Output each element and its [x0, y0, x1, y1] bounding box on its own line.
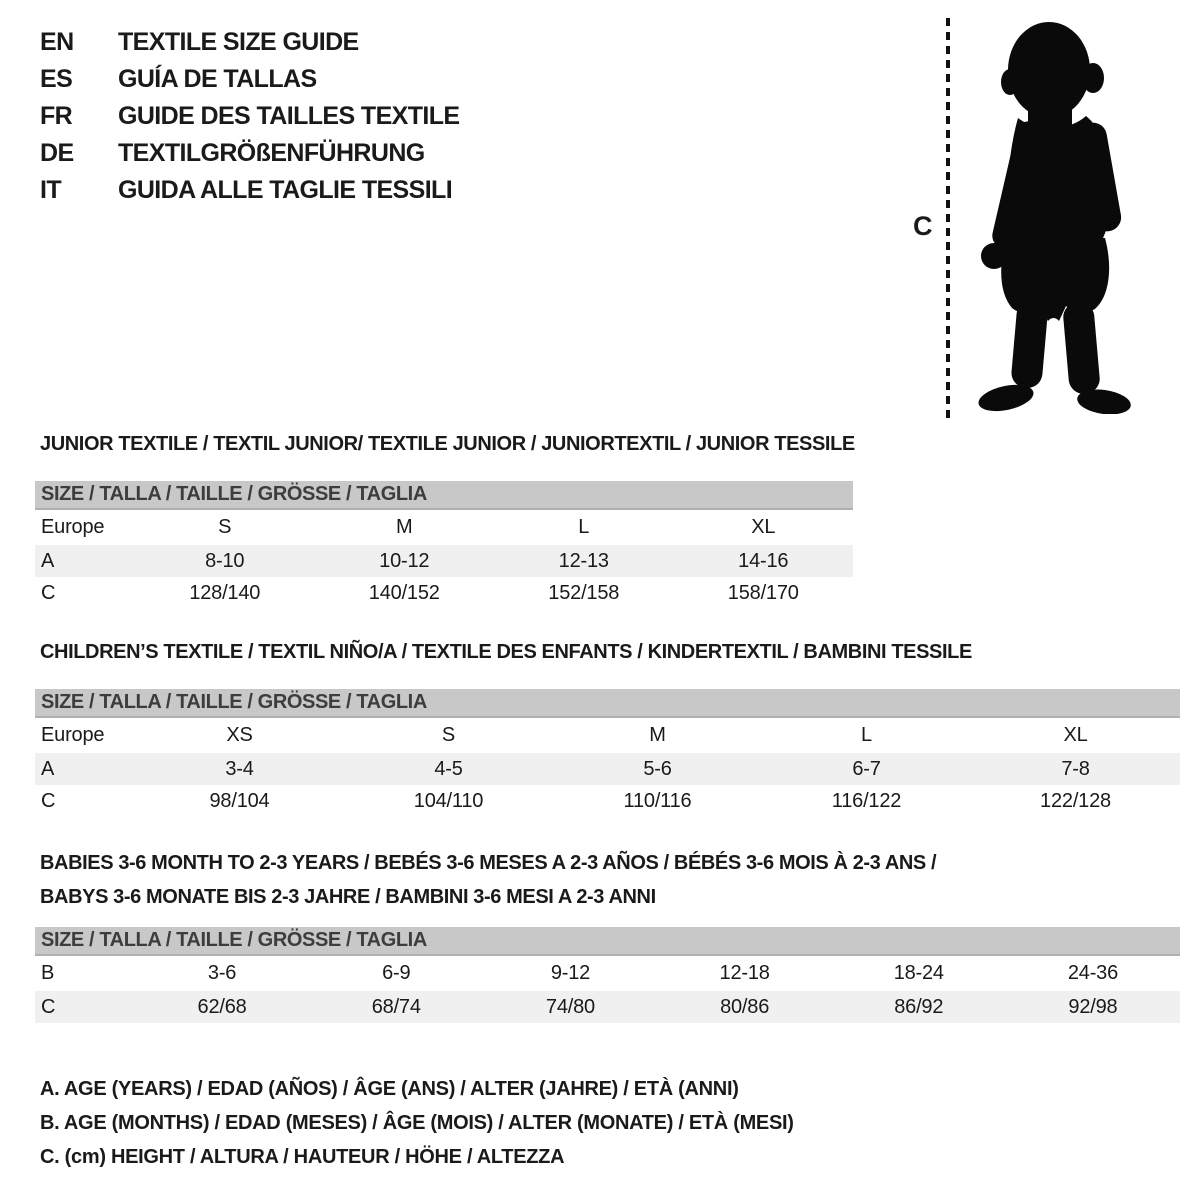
row-label: Europe [41, 724, 105, 746]
size-cell: L [861, 724, 872, 746]
babies-section-title [40, 846, 936, 914]
size-cell: 128/140 [189, 581, 261, 604]
language-code: IT [40, 176, 62, 204]
language-code: DE [40, 139, 74, 167]
language-code: FR [40, 102, 73, 130]
language-row [40, 135, 460, 172]
size-cell: 5-6 [643, 757, 672, 780]
legend-line-c: C. (cm) HEIGHT / ALTURA / HAUTEUR / HÖHE / ALTEZZA [40, 1145, 565, 1168]
size-cell: 62/68 [197, 995, 247, 1018]
size-cell: XS [226, 724, 253, 746]
size-cell: 10-12 [379, 549, 430, 572]
size-header-bar [35, 689, 1180, 718]
size-header-label: SIZE / TALLA / TAILLE / GRÖSSE / TAGLIA [41, 691, 427, 713]
size-cell: 158/170 [727, 581, 799, 604]
row-label: C [41, 581, 56, 604]
table-rows [35, 718, 1180, 817]
junior-size-table [35, 481, 853, 609]
size-cell: M [396, 516, 413, 538]
size-cell: 14-16 [738, 549, 789, 572]
table-row [35, 991, 1180, 1023]
children-section-title: CHILDREN’S TEXTILE / TEXTIL NIÑO/A / TEXTILE DES ENFANTS / KINDERTEXTIL / BAMBINI TESSILE [40, 641, 972, 663]
size-cell: 98/104 [209, 789, 270, 812]
language-guide-title: TEXTILE SIZE GUIDE [118, 28, 359, 56]
size-cell: 110/116 [623, 789, 692, 812]
size-cell: 12-18 [719, 962, 770, 984]
size-cell: 122/128 [1040, 789, 1111, 812]
size-cell: 116/122 [831, 789, 902, 812]
size-cell: 6-7 [852, 757, 881, 780]
size-cell: 104/110 [413, 789, 484, 812]
table-row [35, 577, 853, 609]
size-cell: 3-4 [225, 757, 254, 780]
size-cell: S [441, 724, 456, 746]
language-row [40, 172, 460, 209]
babies-title-line-2: BABYS 3-6 MONATE BIS 2-3 JAHRE / BAMBINI 3-6 MESI A 2-3 ANNI [40, 886, 656, 908]
size-cell: 92/98 [1068, 995, 1118, 1018]
language-guide-title: GUIDA ALLE TAGLIE TESSILI [118, 176, 453, 204]
size-cell: 86/92 [894, 995, 944, 1018]
size-cell: 68/74 [371, 995, 421, 1018]
language-code: ES [40, 65, 73, 93]
size-cell: L [578, 516, 590, 538]
language-title-list [40, 24, 460, 209]
size-cell: XL [1063, 724, 1088, 746]
size-cell: M [649, 724, 666, 746]
height-measure-label: C [913, 211, 933, 241]
row-label: C [41, 789, 56, 812]
legend-line-a: A. AGE (YEARS) / EDAD (AÑOS) / ÂGE (ANS) / ALTER (JAHRE) / ETÀ (ANNI) [40, 1077, 739, 1100]
size-header-label: SIZE / TALLA / TAILLE / GRÖSSE / TAGLIA [41, 483, 427, 505]
size-cell: 4-5 [434, 757, 463, 780]
size-cell: 7-8 [1061, 757, 1090, 780]
size-cell: 18-24 [893, 962, 944, 984]
babies-title-line-1: BABIES 3-6 MONTH TO 2-3 YEARS / BEBÉS 3-6 MESES A 2-3 AÑOS / BÉBÉS 3-6 MOIS À 2-3 ANS / [40, 852, 937, 874]
junior-section-title: JUNIOR TEXTILE / TEXTIL JUNIOR/ TEXTILE JUNIOR / JUNIORTEXTIL / JUNIOR TESSILE [40, 433, 855, 455]
table-rows [35, 956, 1180, 1023]
table-row [35, 785, 1180, 817]
table-row [35, 956, 1180, 991]
language-guide-title: TEXTILGRÖßENFÜHRUNG [118, 139, 425, 167]
size-cell: 9-12 [550, 962, 591, 984]
row-label: B [41, 962, 55, 984]
measure-legend [40, 1072, 794, 1174]
language-row [40, 24, 460, 61]
legend-line-b: B. AGE (MONTHS) / EDAD (MESES) / ÂGE (MOIS) / ALTER (MONATE) / ETÀ (MESI) [40, 1111, 794, 1134]
size-cell: S [218, 516, 232, 538]
row-label: Europe [41, 516, 105, 538]
table-row [35, 718, 1180, 753]
size-cell: 152/158 [548, 581, 620, 604]
language-code: EN [40, 28, 74, 56]
language-row [40, 98, 460, 135]
table-rows [35, 510, 853, 609]
language-guide-title: GUÍA DE TALLAS [118, 65, 317, 93]
table-row [35, 510, 853, 545]
size-header-bar [35, 927, 1180, 956]
height-dashed-line [944, 18, 952, 418]
size-cell: XL [751, 516, 776, 538]
size-header-bar [35, 481, 853, 510]
size-cell: 8-10 [205, 549, 245, 572]
babies-size-table [35, 927, 1180, 1023]
row-label: A [41, 549, 55, 572]
size-header-label: SIZE / TALLA / TAILLE / GRÖSSE / TAGLIA [41, 929, 427, 951]
row-label: C [41, 995, 56, 1018]
children-size-table [35, 689, 1180, 817]
size-cell: 12-13 [558, 549, 609, 572]
size-cell: 140/152 [368, 581, 440, 604]
size-cell: 74/80 [545, 995, 595, 1018]
table-row [35, 545, 853, 577]
language-guide-title: GUIDE DES TAILLES TEXTILE [118, 102, 460, 130]
size-cell: 80/86 [720, 995, 770, 1018]
size-cell: 3-6 [207, 962, 237, 984]
table-row [35, 753, 1180, 785]
size-cell: 6-9 [382, 962, 411, 984]
language-row [40, 61, 460, 98]
toddler-silhouette-icon [962, 16, 1138, 414]
size-cell: 24-36 [1067, 962, 1119, 984]
row-label: A [41, 757, 55, 780]
